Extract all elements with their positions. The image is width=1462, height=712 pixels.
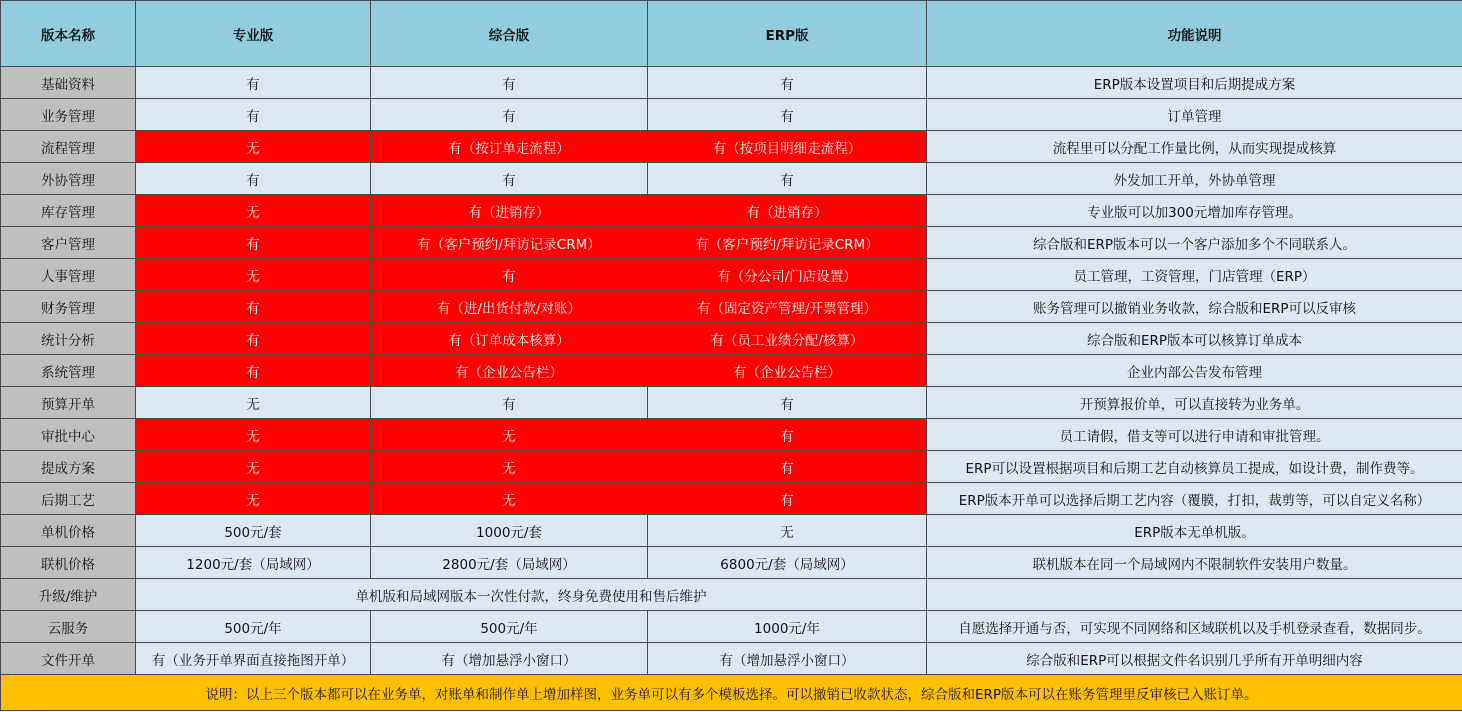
table-cell: 有（分公司/门店设置） [648,259,927,291]
table-cell: 无 [371,451,648,483]
table-row [1,131,1462,163]
table-row [1,195,1462,227]
table-row [1,355,1462,387]
table-cell: 有 [371,387,648,419]
row-name: 业务管理 [1,99,136,131]
row-name: 联机价格 [1,547,136,579]
table-row [1,323,1462,355]
table-cell: 有（订单成本核算） [371,323,648,355]
table-cell: 无 [136,131,371,163]
table-cell: 有 [136,323,371,355]
table-cell: 有 [648,67,927,99]
row-name: 后期工艺 [1,483,136,515]
table-cell: 有（增加悬浮小窗口） [648,643,927,675]
table-cell: 1000元/年 [648,611,927,643]
note-row [1,675,1462,711]
row-description: 员工管理，工资管理，门店管理（ERP） [927,259,1462,291]
table-cell: 有 [371,163,648,195]
table-cell: 1000元/套 [371,515,648,547]
row-description: 订单管理 [927,99,1462,131]
row-name: 统计分析 [1,323,136,355]
row-description: 综合版和ERP可以根据文件名识别几乎所有开单明细内容 [927,643,1462,675]
row-description: ERP可以设置根据项目和后期工艺自动核算员工提成，如设计费，制作费等。 [927,451,1462,483]
table-row [1,419,1462,451]
table-cell: 500元/年 [136,611,371,643]
table-row [1,99,1462,131]
row-name: 文件开单 [1,643,136,675]
row-description: 综合版和ERP版本可以核算订单成本 [927,323,1462,355]
table-cell: 2800元/套（局域网） [371,547,648,579]
table-cell: 有（进/出货付款/对账） [371,291,648,323]
table-cell: 无 [136,387,371,419]
header-description: 功能说明 [927,1,1462,67]
row-description: 外发加工开单，外协单管理 [927,163,1462,195]
table-cell: 有（客户预约/拜访记录CRM） [648,227,927,259]
row-description: ERP版本无单机版。 [927,515,1462,547]
table-cell: 无 [136,195,371,227]
row-name: 财务管理 [1,291,136,323]
footnote: 说明：以上三个版本都可以在业务单，对账单和制作单上增加样图，业务单可以有多个模板选择。可以撤销已收款状态，综合版和ERP版本可以在账务管理里反审核已入账订单。 [1,675,1462,711]
table-cell: 有（企业公告栏） [648,355,927,387]
row-description: 员工请假，借支等可以进行申请和审批管理。 [927,419,1462,451]
row-description: 账务管理可以撤销业务收款，综合版和ERP可以反审核 [927,291,1462,323]
row-name: 升级/维护 [1,579,136,611]
table-row [1,547,1462,579]
table-row [1,163,1462,195]
table-cell: 无 [136,483,371,515]
row-name: 单机价格 [1,515,136,547]
row-name: 预算开单 [1,387,136,419]
table-cell: 有 [136,163,371,195]
table-cell: 有 [648,99,927,131]
row-description: 开预算报价单，可以直接转为业务单。 [927,387,1462,419]
row-name: 基础资料 [1,67,136,99]
table-cell: 500元/年 [371,611,648,643]
table-row [1,67,1462,99]
row-description: 自愿选择开通与否，可实现不同网络和区域联机以及手机登录查看，数据同步。 [927,611,1462,643]
row-description: 流程里可以分配工作量比例，从而实现提成核算 [927,131,1462,163]
table-cell: 有（进销存） [371,195,648,227]
row-name: 提成方案 [1,451,136,483]
table-cell: 有 [136,291,371,323]
table-cell: 有（按订单走流程） [371,131,648,163]
row-name: 外协管理 [1,163,136,195]
table-cell: 有 [136,67,371,99]
table-row [1,515,1462,547]
table-cell: 有（按项目明细走流程） [648,131,927,163]
row-name: 系统管理 [1,355,136,387]
table-cell: 有 [136,227,371,259]
table-cell: 有 [136,355,371,387]
table-row [1,643,1462,675]
table-row [1,579,1462,611]
upgrade-merged-cell: 单机版和局域网版本一次性付款，终身免费使用和售后维护 [136,579,927,611]
table-cell: 无 [371,483,648,515]
table-cell: 无 [136,259,371,291]
table-row [1,387,1462,419]
table-cell: 无 [136,451,371,483]
table-cell: 有（业务开单界面直接拖图开单） [136,643,371,675]
table-row [1,227,1462,259]
header-professional: 专业版 [136,1,371,67]
row-description: 企业内部公告发布管理 [927,355,1462,387]
table-cell: 无 [371,419,648,451]
table-cell: 有（增加悬浮小窗口） [371,643,648,675]
table-cell: 有（客户预约/拜访记录CRM） [371,227,648,259]
row-description: ERP版本开单可以选择后期工艺内容（覆膜，打扣，裁剪等，可以自定义名称） [927,483,1462,515]
table-cell: 无 [136,419,371,451]
table-cell: 有（企业公告栏） [371,355,648,387]
row-description: 综合版和ERP版本可以一个客户添加多个不同联系人。 [927,227,1462,259]
table-cell: 有 [648,419,927,451]
table-cell: 有 [136,99,371,131]
row-name: 云服务 [1,611,136,643]
table-cell: 1200元/套（局域网） [136,547,371,579]
table-body [1,67,1462,711]
header-comprehensive: 综合版 [371,1,648,67]
row-name: 客户管理 [1,227,136,259]
table-cell: 有 [371,67,648,99]
table-cell: 6800元/套（局域网） [648,547,927,579]
table-row [1,451,1462,483]
table-row [1,291,1462,323]
table-row [1,611,1462,643]
table-cell: 有 [648,387,927,419]
row-name: 库存管理 [1,195,136,227]
table-cell: 有（员工业绩分配/核算） [648,323,927,355]
table-cell: 有 [371,259,648,291]
table-row [1,483,1462,515]
table-row [1,259,1462,291]
table-cell: 有 [648,163,927,195]
row-name: 人事管理 [1,259,136,291]
table-cell: 有 [648,451,927,483]
table-cell: 无 [648,515,927,547]
header-row [1,1,1462,67]
row-name: 审批中心 [1,419,136,451]
table-cell: 有（固定资产管理/开票管理） [648,291,927,323]
table-cell: 有 [371,99,648,131]
row-description: ERP版本设置项目和后期提成方案 [927,67,1462,99]
row-name: 流程管理 [1,131,136,163]
table-cell: 有（进销存） [648,195,927,227]
row-description: 专业版可以加300元增加库存管理。 [927,195,1462,227]
header-version-name: 版本名称 [1,1,136,67]
row-description [927,579,1462,611]
row-description: 联机版本在同一个局域网内不限制软件安装用户数量。 [927,547,1462,579]
header-erp: ERP版 [648,1,927,67]
table-cell: 有 [648,483,927,515]
table-cell: 500元/套 [136,515,371,547]
